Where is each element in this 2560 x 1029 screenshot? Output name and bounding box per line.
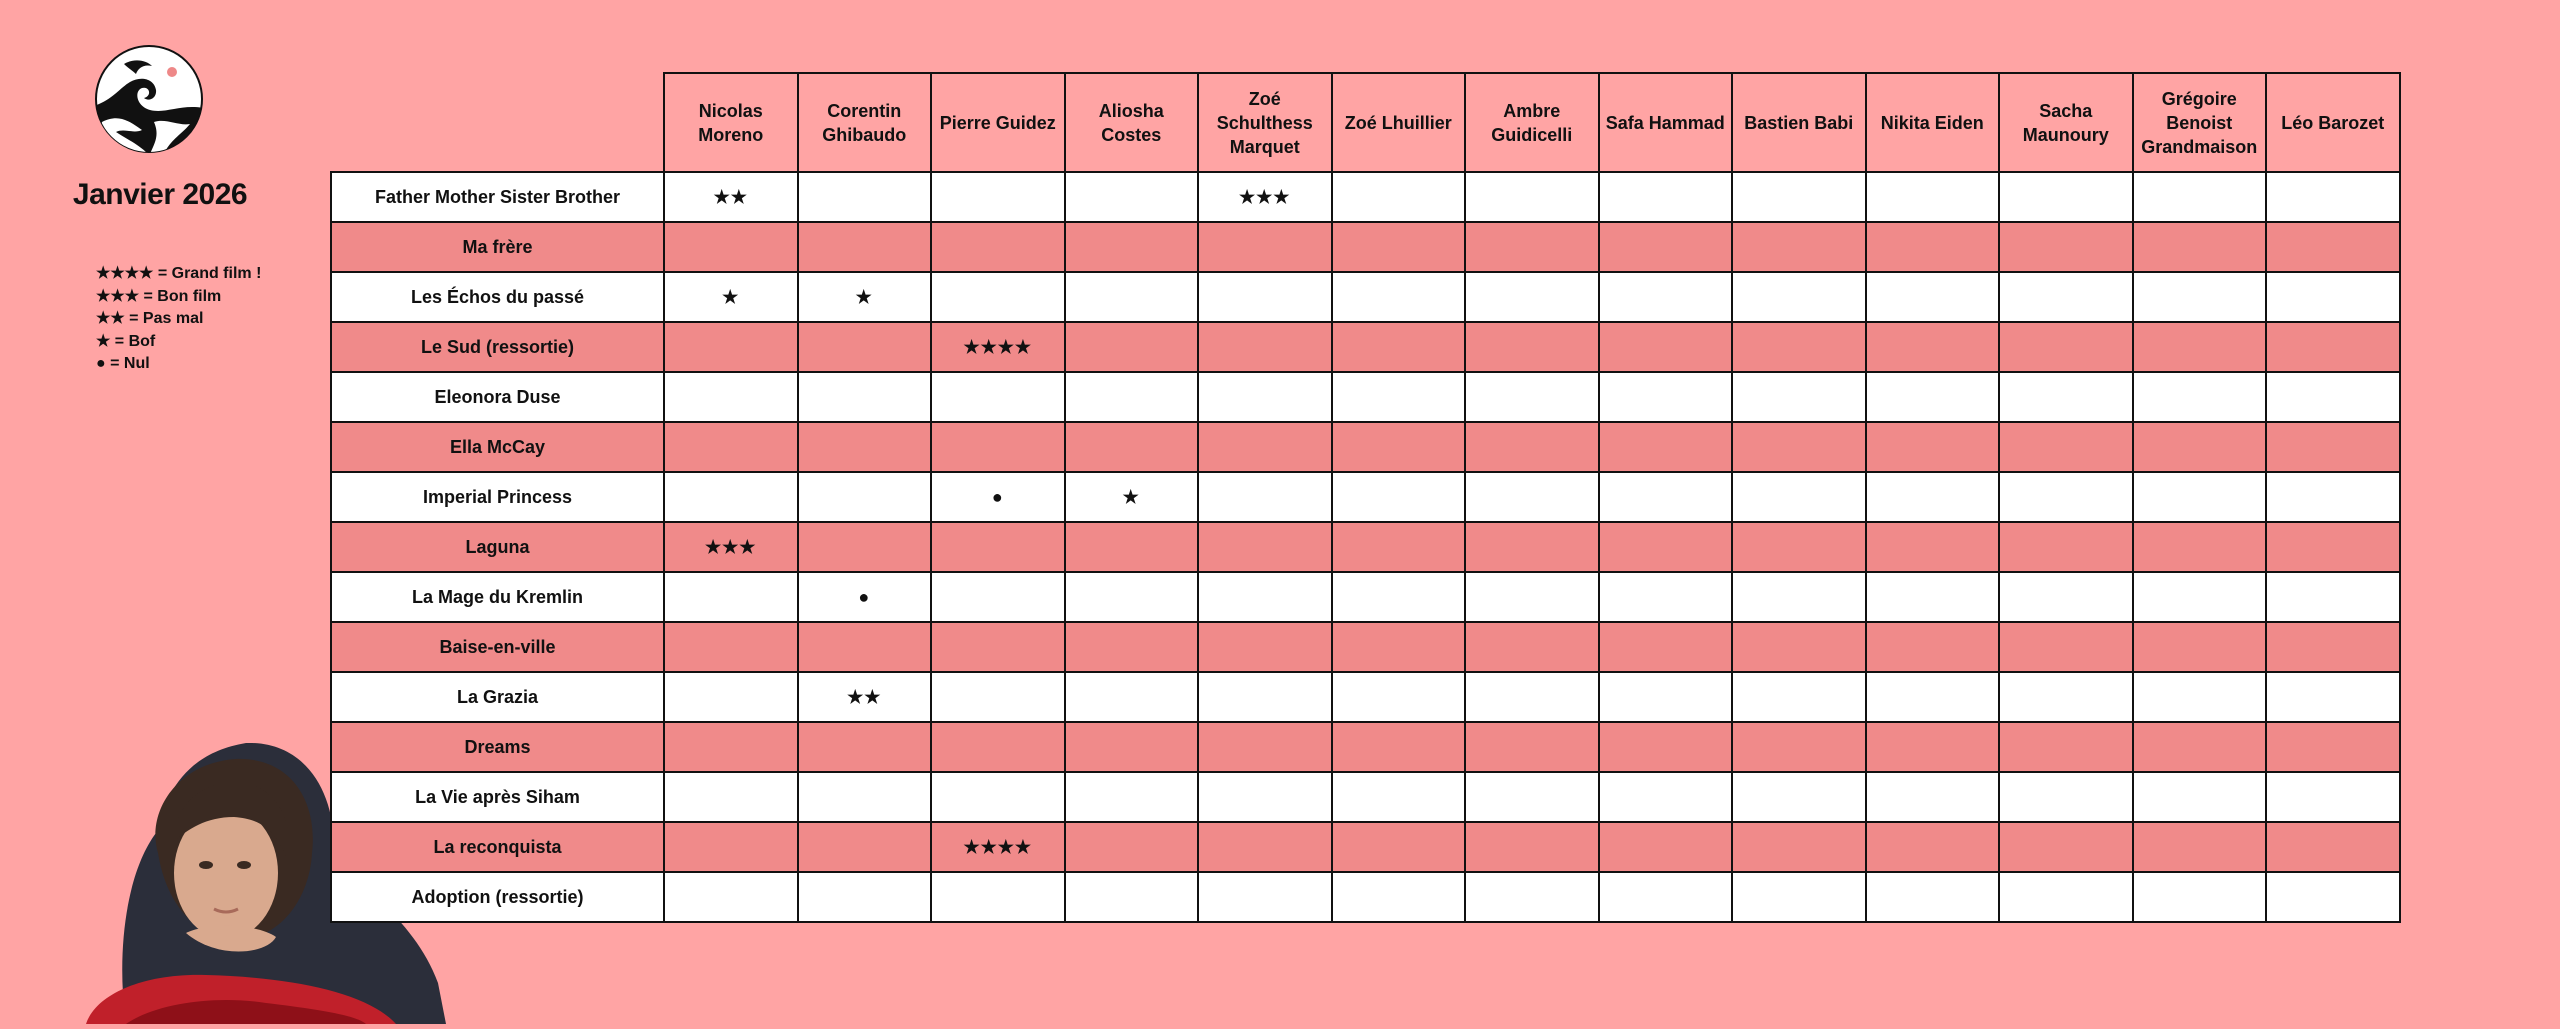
rating-cell: ★ xyxy=(1065,472,1199,522)
rating-cell xyxy=(1599,372,1733,422)
rating-cell xyxy=(1065,772,1199,822)
rating-cell xyxy=(1198,872,1332,922)
rating-cell xyxy=(1999,872,2133,922)
rating-cell xyxy=(931,622,1065,672)
legend-item xyxy=(96,331,261,354)
rating-cell xyxy=(1599,622,1733,672)
rating-cell xyxy=(1999,672,2133,722)
rating-cell xyxy=(1599,472,1733,522)
rating-cell xyxy=(2266,572,2400,622)
rating-cell xyxy=(798,322,932,372)
film-title: Les Échos du passé xyxy=(331,272,664,322)
rating-cell xyxy=(2266,822,2400,872)
rating-cell xyxy=(1866,772,2000,822)
rating-legend xyxy=(96,263,261,376)
rating-cell xyxy=(664,572,798,622)
rating-cell xyxy=(1599,422,1733,472)
rating-cell xyxy=(664,222,798,272)
legend-symbol: ★★★ xyxy=(96,287,140,305)
critic-header: Bastien Babi xyxy=(1732,73,1866,172)
rating-cell xyxy=(1465,172,1599,222)
legend-item xyxy=(96,286,261,309)
table-row xyxy=(331,622,2400,672)
rating-cell xyxy=(2133,522,2267,572)
critic-header: Grégoire Benoist Grandmaison xyxy=(2133,73,2267,172)
rating-cell xyxy=(1999,322,2133,372)
rating-cell xyxy=(1465,522,1599,572)
rating-cell xyxy=(931,522,1065,572)
rating-cell xyxy=(1332,822,1466,872)
rating-cell xyxy=(1465,222,1599,272)
rating-cell xyxy=(2133,272,2267,322)
rating-cell xyxy=(1732,572,1866,622)
film-title: La Grazia xyxy=(331,672,664,722)
rating-cell xyxy=(1332,372,1466,422)
rating-cell xyxy=(2133,472,2267,522)
rating-cell xyxy=(1465,472,1599,522)
rating-cell xyxy=(664,772,798,822)
rating-cell xyxy=(798,522,932,572)
rating-cell xyxy=(1732,672,1866,722)
rating-cell xyxy=(2266,522,2400,572)
rating-cell xyxy=(1599,722,1733,772)
rating-cell xyxy=(1999,472,2133,522)
rating-cell xyxy=(798,372,932,422)
table-row xyxy=(331,822,2400,872)
film-title: Ma frère xyxy=(331,222,664,272)
rating-cell xyxy=(931,722,1065,772)
critic-header: Aliosha Costes xyxy=(1065,73,1199,172)
rating-cell xyxy=(1999,372,2133,422)
rating-cell: ★ xyxy=(664,272,798,322)
rating-cell xyxy=(1999,222,2133,272)
rating-cell xyxy=(931,672,1065,722)
legend-label: = Nul xyxy=(110,355,150,372)
rating-cell xyxy=(931,872,1065,922)
rating-cell xyxy=(1465,372,1599,422)
rating-cell: ● xyxy=(798,572,932,622)
rating-cell xyxy=(798,172,932,222)
table-row xyxy=(331,722,2400,772)
rating-cell xyxy=(1065,172,1199,222)
page-title: Janvier 2026 xyxy=(72,178,248,211)
legend-label: = Bon film xyxy=(143,287,222,305)
rating-cell xyxy=(931,172,1065,222)
rating-cell xyxy=(2133,872,2267,922)
rating-cell xyxy=(1332,322,1466,372)
rating-cell xyxy=(1065,572,1199,622)
rating-cell xyxy=(1999,822,2133,872)
rating-cell xyxy=(798,222,932,272)
rating-cell xyxy=(1332,772,1466,822)
table-row xyxy=(331,872,2400,922)
rating-cell xyxy=(1732,522,1866,572)
table-row xyxy=(331,372,2400,422)
rating-cell xyxy=(1866,872,2000,922)
rating-cell xyxy=(1065,722,1199,772)
critic-header: Ambre Guidicelli xyxy=(1465,73,1599,172)
rating-cell xyxy=(1732,172,1866,222)
rating-cell: ★★★ xyxy=(1198,172,1332,222)
legend-item xyxy=(96,353,261,376)
rating-cell xyxy=(1599,272,1733,322)
rating-cell xyxy=(1465,572,1599,622)
rating-cell xyxy=(1332,872,1466,922)
film-title: Baise-en-ville xyxy=(331,622,664,672)
rating-cell xyxy=(1198,722,1332,772)
rating-cell xyxy=(2266,672,2400,722)
rating-cell xyxy=(1065,322,1199,372)
rating-cell xyxy=(1198,222,1332,272)
rating-cell xyxy=(1999,572,2133,622)
critic-header: Nikita Eiden xyxy=(1866,73,2000,172)
rating-cell xyxy=(1065,522,1199,572)
rating-cell xyxy=(1065,422,1199,472)
film-title: Eleonora Duse xyxy=(331,372,664,422)
rating-cell: ★★ xyxy=(798,672,932,722)
rating-cell xyxy=(664,322,798,372)
rating-cell xyxy=(2266,622,2400,672)
legend-item xyxy=(96,308,261,331)
rating-cell xyxy=(1198,322,1332,372)
rating-cell xyxy=(664,822,798,872)
film-title: Laguna xyxy=(331,522,664,572)
rating-cell: ★★★ xyxy=(664,522,798,572)
critic-header: Léo Barozet xyxy=(2266,73,2400,172)
wave-logo-icon xyxy=(94,44,204,154)
rating-cell xyxy=(1065,872,1199,922)
rating-cell xyxy=(1065,672,1199,722)
legend-label: = Grand film ! xyxy=(157,265,262,282)
rating-cell xyxy=(1465,672,1599,722)
rating-cell xyxy=(798,722,932,772)
rating-cell xyxy=(2133,422,2267,472)
rating-cell xyxy=(931,422,1065,472)
rating-cell xyxy=(1866,572,2000,622)
rating-cell xyxy=(1999,722,2133,772)
rating-cell xyxy=(1866,422,2000,472)
rating-cell xyxy=(1198,622,1332,672)
rating-cell xyxy=(1866,372,2000,422)
rating-cell xyxy=(1332,722,1466,772)
rating-cell xyxy=(1999,272,2133,322)
rating-cell xyxy=(2266,272,2400,322)
rating-cell xyxy=(1332,622,1466,672)
rating-cell xyxy=(1599,322,1733,372)
critic-header: Sacha Maunoury xyxy=(1999,73,2133,172)
rating-cell xyxy=(2266,372,2400,422)
rating-cell xyxy=(1599,872,1733,922)
rating-cell xyxy=(1732,822,1866,872)
rating-cell xyxy=(1198,272,1332,322)
critics-header-row xyxy=(331,73,2400,172)
table-row xyxy=(331,522,2400,572)
rating-cell: ● xyxy=(931,472,1065,522)
rating-cell xyxy=(2266,472,2400,522)
rating-cell xyxy=(1198,572,1332,622)
rating-cell xyxy=(1198,822,1332,872)
rating-cell xyxy=(1198,422,1332,472)
legend-label: = Bof xyxy=(114,332,156,350)
rating-cell xyxy=(2133,372,2267,422)
legend-symbol: ★★★★ xyxy=(96,265,154,282)
rating-cell xyxy=(1732,622,1866,672)
rating-cell xyxy=(1065,222,1199,272)
rating-cell xyxy=(1332,522,1466,572)
rating-cell xyxy=(664,472,798,522)
film-title: Ella McCay xyxy=(331,422,664,472)
rating-cell xyxy=(1198,522,1332,572)
table-row xyxy=(331,272,2400,322)
rating-cell xyxy=(2266,172,2400,222)
rating-cell xyxy=(1599,572,1733,622)
legend-symbol: ★★ xyxy=(96,310,125,327)
rating-cell xyxy=(2133,772,2267,822)
rating-cell xyxy=(1732,272,1866,322)
rating-cell: ★★★★ xyxy=(931,822,1065,872)
rating-cell xyxy=(798,822,932,872)
rating-cell xyxy=(1332,672,1466,722)
rating-cell xyxy=(1999,522,2133,572)
rating-cell xyxy=(1999,172,2133,222)
rating-cell xyxy=(1198,372,1332,422)
table-row xyxy=(331,572,2400,622)
rating-cell xyxy=(2133,172,2267,222)
rating-cell xyxy=(1866,322,2000,372)
rating-cell xyxy=(2133,622,2267,672)
rating-cell xyxy=(1599,822,1733,872)
rating-cell xyxy=(1198,672,1332,722)
rating-cell xyxy=(1599,772,1733,822)
rating-cell xyxy=(1065,372,1199,422)
rating-cell xyxy=(2133,322,2267,372)
rating-cell xyxy=(1732,322,1866,372)
rating-cell xyxy=(1465,772,1599,822)
table-row xyxy=(331,322,2400,372)
rating-cell xyxy=(1465,272,1599,322)
rating-cell xyxy=(1999,622,2133,672)
rating-cell xyxy=(1866,172,2000,222)
rating-cell xyxy=(2266,872,2400,922)
film-title: Imperial Princess xyxy=(331,472,664,522)
rating-cell: ★ xyxy=(798,272,932,322)
rating-cell: ★★ xyxy=(664,172,798,222)
rating-cell xyxy=(1198,472,1332,522)
table-row xyxy=(331,772,2400,822)
critic-header: Nicolas Moreno xyxy=(664,73,798,172)
rating-cell xyxy=(2266,772,2400,822)
rating-cell xyxy=(1332,172,1466,222)
film-title: Le Sud (ressortie) xyxy=(331,322,664,372)
rating-cell xyxy=(664,672,798,722)
rating-cell xyxy=(1732,372,1866,422)
rating-cell xyxy=(1465,622,1599,672)
legend-label: = Pas mal xyxy=(129,310,204,327)
rating-cell xyxy=(664,422,798,472)
rating-cell xyxy=(931,272,1065,322)
legend-item xyxy=(96,263,261,286)
rating-cell xyxy=(798,472,932,522)
critic-header: Corentin Ghibaudo xyxy=(798,73,932,172)
film-title: La reconquista xyxy=(331,822,664,872)
rating-cell xyxy=(1332,272,1466,322)
rating-cell xyxy=(2133,222,2267,272)
table-corner xyxy=(331,73,664,172)
rating-cell xyxy=(931,372,1065,422)
legend-symbol: ★ xyxy=(96,332,111,350)
rating-cell xyxy=(1599,672,1733,722)
film-title: Father Mother Sister Brother xyxy=(331,172,664,222)
ratings-table xyxy=(330,72,2401,923)
rating-cell xyxy=(1465,422,1599,472)
rating-cell xyxy=(1332,472,1466,522)
rating-cell xyxy=(664,872,798,922)
rating-cell xyxy=(1065,822,1199,872)
rating-cell xyxy=(1732,472,1866,522)
table-row xyxy=(331,422,2400,472)
rating-cell xyxy=(2266,422,2400,472)
rating-cell xyxy=(1599,222,1733,272)
rating-cell xyxy=(2133,672,2267,722)
rating-cell xyxy=(1999,772,2133,822)
critic-header: Zoé Schulthess Marquet xyxy=(1198,73,1332,172)
rating-cell xyxy=(798,772,932,822)
film-title: La Mage du Kremlin xyxy=(331,572,664,622)
rating-cell xyxy=(1465,872,1599,922)
rating-cell xyxy=(1866,222,2000,272)
rating-cell xyxy=(1065,272,1199,322)
rating-cell xyxy=(2266,722,2400,772)
critic-header: Zoé Lhuillier xyxy=(1332,73,1466,172)
rating-cell xyxy=(1198,772,1332,822)
rating-cell xyxy=(2133,722,2267,772)
rating-cell xyxy=(931,772,1065,822)
film-title: Dreams xyxy=(331,722,664,772)
rating-cell xyxy=(1599,522,1733,572)
rating-cell xyxy=(798,422,932,472)
table-row xyxy=(331,172,2400,222)
critic-header: Pierre Guidez xyxy=(931,73,1065,172)
rating-cell xyxy=(931,572,1065,622)
rating-cell xyxy=(931,222,1065,272)
rating-cell xyxy=(1599,172,1733,222)
rating-cell xyxy=(1732,772,1866,822)
rating-cell xyxy=(664,372,798,422)
rating-cell xyxy=(1465,822,1599,872)
rating-cell: ★★★★ xyxy=(931,322,1065,372)
rating-cell xyxy=(2266,222,2400,272)
rating-cell xyxy=(1866,472,2000,522)
rating-cell xyxy=(1866,672,2000,722)
table-row xyxy=(331,222,2400,272)
rating-cell xyxy=(1732,722,1866,772)
film-title: La Vie après Siham xyxy=(331,772,664,822)
rating-cell xyxy=(1465,722,1599,772)
rating-cell xyxy=(664,622,798,672)
rating-cell xyxy=(1732,872,1866,922)
rating-cell xyxy=(1866,272,2000,322)
rating-cell xyxy=(1065,622,1199,672)
rating-cell xyxy=(1999,422,2133,472)
rating-cell xyxy=(1866,722,2000,772)
rating-cell xyxy=(1465,322,1599,372)
rating-cell xyxy=(1866,522,2000,572)
rating-cell xyxy=(798,872,932,922)
legend-symbol: ● xyxy=(96,355,106,372)
rating-cell xyxy=(1332,422,1466,472)
rating-cell xyxy=(2266,322,2400,372)
rating-cell xyxy=(1866,822,2000,872)
rating-cell xyxy=(1332,222,1466,272)
critic-header: Safa Hammad xyxy=(1599,73,1733,172)
rating-cell xyxy=(798,622,932,672)
rating-cell xyxy=(1866,622,2000,672)
rating-cell xyxy=(1732,222,1866,272)
rating-cell xyxy=(2133,822,2267,872)
rating-cell xyxy=(1332,572,1466,622)
table-row xyxy=(331,472,2400,522)
table-row xyxy=(331,672,2400,722)
rating-cell xyxy=(1732,422,1866,472)
rating-cell xyxy=(664,722,798,772)
film-title: Adoption (ressortie) xyxy=(331,872,664,922)
rating-cell xyxy=(2133,572,2267,622)
